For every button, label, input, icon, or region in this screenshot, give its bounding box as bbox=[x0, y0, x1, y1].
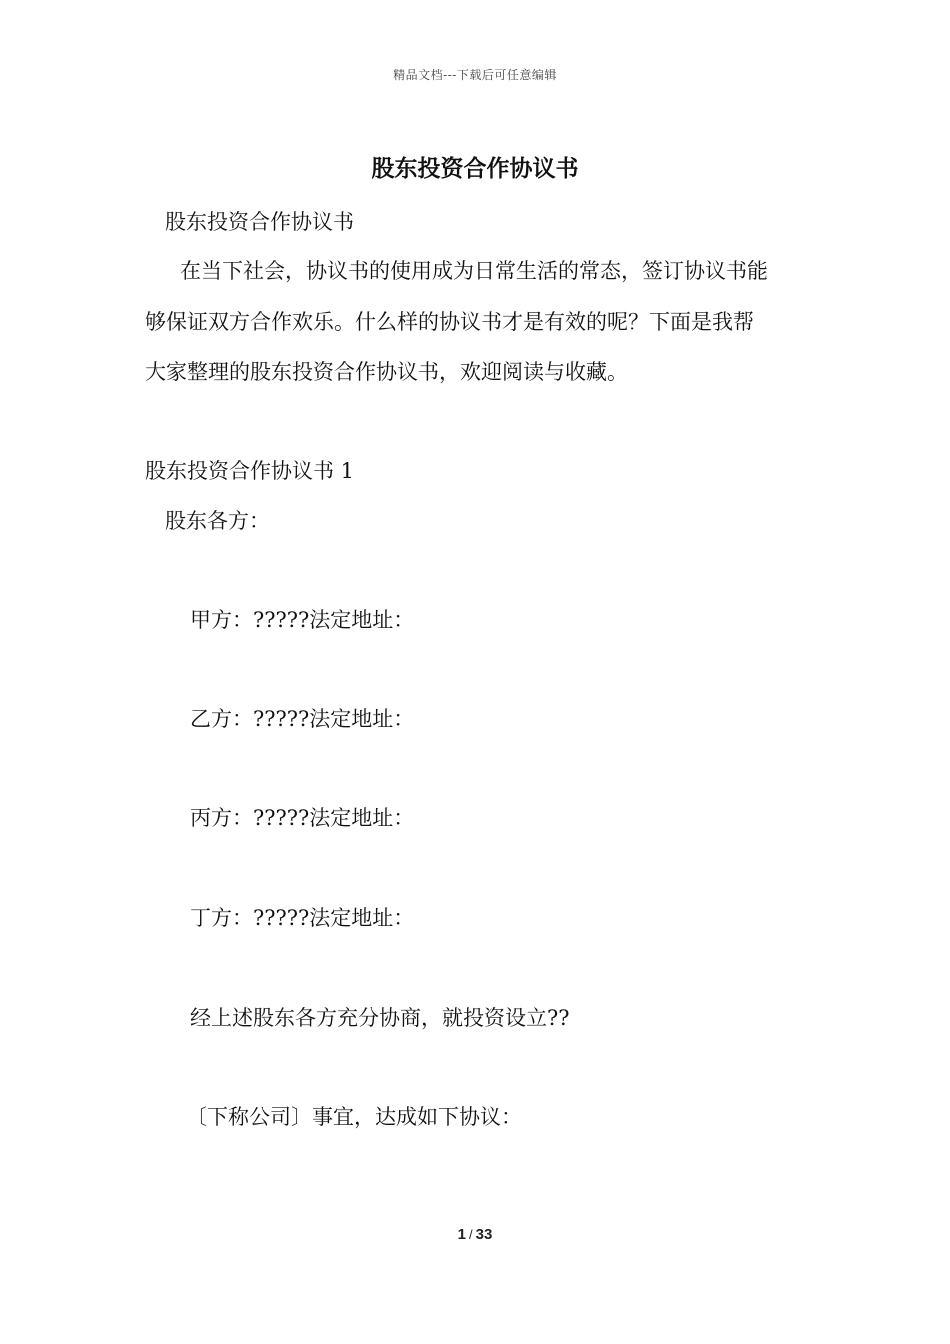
party-b-line: 乙方：?????法定地址： bbox=[190, 707, 415, 731]
party-d-line: 丁方：?????法定地址： bbox=[190, 906, 415, 930]
page-total: 33 bbox=[475, 1226, 493, 1243]
clause-line-1: 经上述股东各方充分协商，就投资设立?? bbox=[190, 1006, 570, 1030]
clause-line-2: 〔下称公司〕事宜，达成如下协议： bbox=[186, 1105, 522, 1129]
page-number bbox=[0, 1226, 950, 1243]
page-header: 精品文档---下载后可任意编辑 bbox=[393, 68, 557, 82]
party-c-line: 丙方：?????法定地址： bbox=[190, 806, 415, 830]
document-subtitle: 股东投资合作协议书 bbox=[165, 210, 354, 234]
intro-line-3: 大家整理的股东投资合作协议书，欢迎阅读与收藏。 bbox=[145, 360, 628, 384]
intro-line-1: 在当下社会，协议书的使用成为日常生活的常态，签订协议书能 bbox=[180, 259, 768, 283]
page-current: 1 bbox=[457, 1226, 467, 1243]
page-separator: / bbox=[469, 1227, 473, 1242]
document-title: 股东投资合作协议书 bbox=[371, 155, 579, 182]
parties-label: 股东各方： bbox=[165, 509, 270, 533]
party-a-line: 甲方：?????法定地址： bbox=[190, 608, 415, 632]
intro-line-2: 够保证双方合作欢乐。什么样的协议书才是有效的呢？下面是我帮 bbox=[145, 310, 754, 334]
section-heading: 股东投资合作协议书 1 bbox=[145, 459, 355, 483]
